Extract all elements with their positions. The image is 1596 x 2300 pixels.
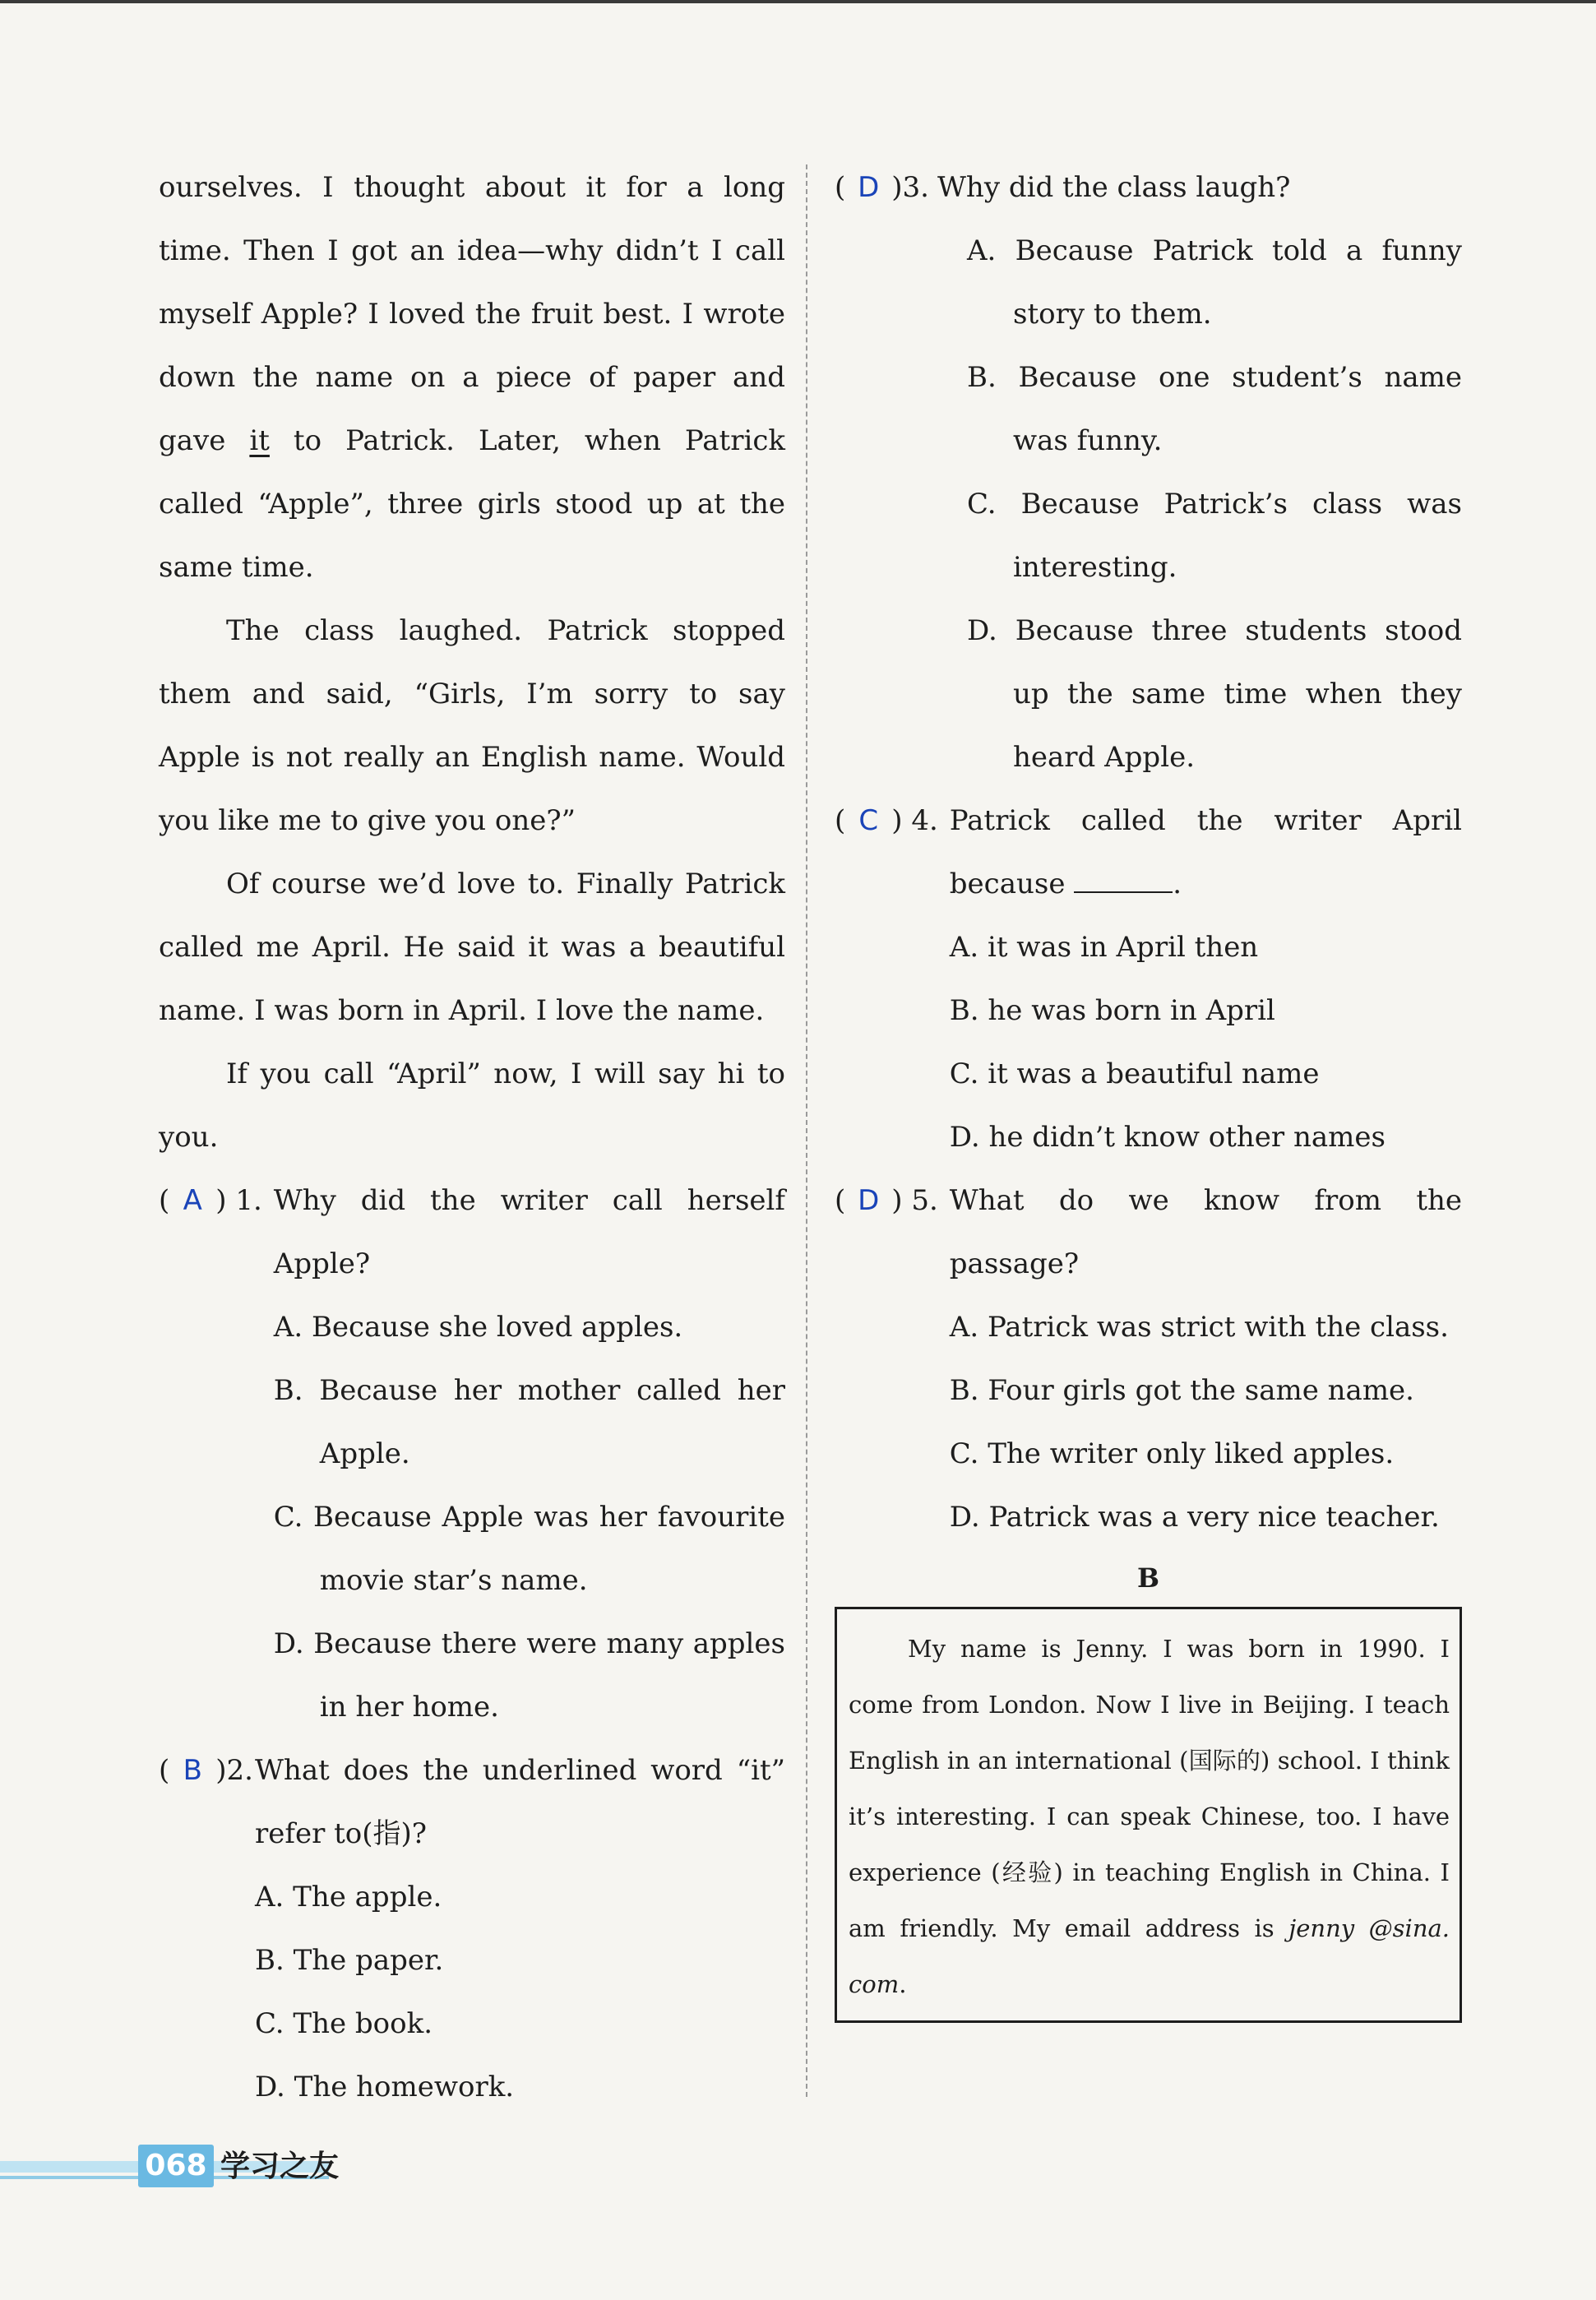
question-text: Why did the class laugh? [937, 171, 1291, 204]
answer-bracket: ( D [835, 156, 891, 220]
box-text [849, 1621, 1450, 2012]
column-divider [806, 164, 807, 2097]
answer-mark: A [183, 1184, 202, 1217]
answer-bracket: ( A [159, 1169, 215, 1233]
option-a: A. The apple. [254, 1881, 442, 1914]
answer-mark: D [858, 1184, 880, 1217]
paragraph-text: ourselves. I thought about it for a long time. Then I got an idea—why didn’t I call myself Apple? I loved the fruit best. I wrote down the name on a piece of paper and gave [159, 171, 785, 457]
option-b: B. Four girls got the same name. [949, 1374, 1414, 1407]
question-2 [159, 1739, 785, 2119]
question-text [950, 789, 1462, 916]
option-b: B. he was born in April [949, 994, 1275, 1027]
question-text: What do we know from the passage? [949, 1184, 1462, 1280]
question-number: )2. [215, 1754, 253, 1787]
question-number: ) 4. [891, 804, 938, 837]
passage-paragraph-4: If you call “April” now, I will say hi to you. [159, 1057, 785, 1154]
answer-blank [1074, 867, 1173, 893]
option-c: C. The writer only liked apples. [949, 1437, 1395, 1470]
option-a: A. Because Patrick told a funny story to them. [967, 234, 1462, 331]
paragraph-text: to Patrick. Later, when Patrick called “Apple”, three girls stood up at the same time. [159, 424, 785, 584]
option-d: D. Patrick was a very nice teacher. [949, 1501, 1440, 1534]
email-address: jenny @sina. com [849, 1914, 1450, 1998]
passage-paragraph-1 [159, 156, 785, 599]
option-a: A. Because she loved apples. [273, 1311, 683, 1344]
option-d: D. The homework. [254, 2071, 515, 2103]
question-5 [835, 1169, 1462, 1549]
answer-bracket: ( C [835, 789, 891, 853]
underlined-word-it: it [249, 424, 270, 457]
box-body: My name is Jenny. I was born in 1990. I come from London. Now I live in Beijing. I teach English in an international (国际的) school. I think it’s interesting. I can speak Chinese, too. I have experience (经验) in teaching English in China. I am friendly. My email address is [849, 1635, 1450, 1942]
question-4 [835, 789, 1462, 1169]
page-footer [0, 2138, 345, 2204]
option-b: B. Because one student’s name was funny. [967, 361, 1462, 457]
right-column [835, 156, 1462, 2023]
option-c: C. Because Apple was her favourite movie star’s name. [273, 1501, 785, 1597]
option-d: D. Because there were many apples in her home. [273, 1627, 785, 1724]
answer-bracket: ( B [159, 1739, 215, 1803]
answer-bracket: ( D [835, 1169, 891, 1233]
question-text: Why did the writer call herself Apple? [273, 1184, 785, 1280]
question-1 [159, 1169, 785, 1739]
passage-paragraph-3: Of course we’d love to. Finally Patrick called me April. He said it was a beautiful name. I was born in April. I love the name. [159, 868, 785, 1027]
option-a: A. it was in April then [949, 931, 1259, 964]
question-number: ) 1. [215, 1184, 262, 1217]
answer-mark: C [858, 804, 879, 837]
question-number: )3. [891, 171, 929, 204]
option-c: C. The book. [254, 2007, 433, 2040]
reading-box [835, 1607, 1462, 2023]
answer-mark: B [183, 1754, 202, 1787]
box-end: . [899, 1970, 907, 1998]
page-number: 068 [138, 2145, 214, 2187]
option-c: C. it was a beautiful name [949, 1057, 1320, 1090]
option-b: B. The paper. [254, 1944, 444, 1977]
question-text-end: . [1173, 868, 1182, 900]
option-c: C. Because Patrick’s class was interesting. [967, 488, 1462, 584]
passage-paragraph-2: The class laughed. Patrick stopped them and said, “Girls, I’m sorry to say Apple is not really an English name. Would you like me to give you one?” [159, 614, 785, 837]
question-text-part: Patrick called the writer April because [949, 804, 1462, 900]
option-a: A. Patrick was strict with the class. [949, 1311, 1449, 1344]
section-label: B [1136, 1562, 1160, 1594]
book-brand: 学习之友 [220, 2149, 340, 2183]
question-text: What does the underlined word “it” refer to(指)? [254, 1754, 785, 1850]
answer-mark: D [858, 171, 880, 204]
option-d: D. Because three students stood up the same time when they heard Apple. [967, 614, 1462, 774]
left-column [159, 156, 785, 2119]
page-top-edge [0, 0, 1596, 3]
option-b: B. Because her mother called her Apple. [273, 1374, 785, 1470]
question-number: ) 5. [891, 1184, 938, 1217]
option-d: D. he didn’t know other names [949, 1121, 1386, 1154]
question-3 [835, 156, 1462, 789]
